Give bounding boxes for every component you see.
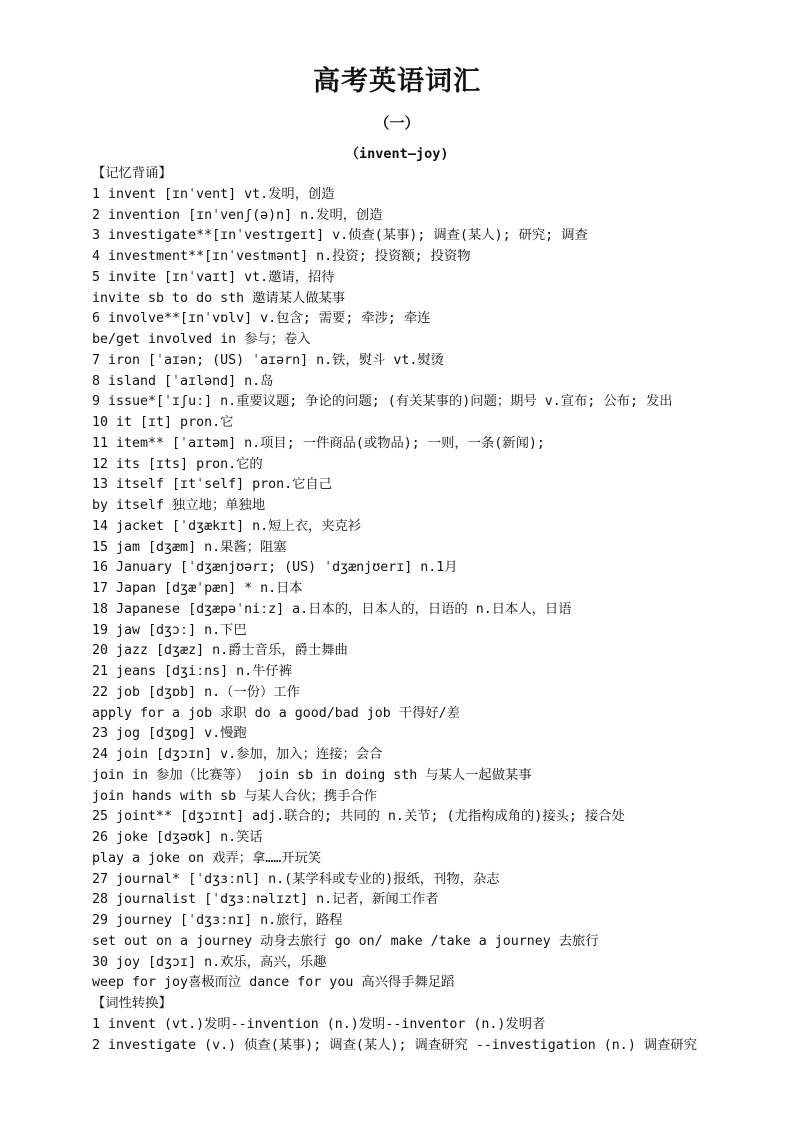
phrase-line: play a joke on 戏弄；拿……开玩笑: [92, 850, 322, 866]
vocab-entry: 5 invite [ɪnˈvaɪt] vt.邀请，招待: [92, 269, 335, 285]
vocab-entry: 8 island [ˈaɪlənd] n.岛: [92, 373, 274, 389]
vocab-entry: 16 January [ˈdʒænjʊərɪ; (US) ˈdʒænjʊerɪ] n.1月: [92, 560, 458, 576]
vocab-entry: 24 join [dʒɔɪn] v.参加，加入；连接；会合: [92, 747, 383, 762]
vocab-entry: 6 involve**[ɪnˈvɒlv] v.包含; 需要; 牵涉; 牵连: [92, 311, 431, 327]
phrase-line: apply for a job 求职 do a good/bad job 干得好/差: [92, 705, 460, 721]
word-range: （invent—joy): [345, 146, 449, 162]
vocab-entry: 26 joke [dʒəʊk] n.笑话: [92, 830, 263, 845]
vocab-entry: 1 invent [ɪnˈvent] vt.发明，创造: [92, 186, 335, 202]
vocab-entry: 7 iron [ˈaɪən; (US) ˈaɪərn] n.铁，熨斗 vt.熨烫: [92, 352, 444, 368]
vocab-entry: 12 its [ɪts] pron.它的: [92, 456, 263, 472]
phrase-line: join in 参加（比赛等） join sb in doing sth 与某人一起做某事: [92, 767, 532, 783]
vocab-entry: 2 invention [ɪnˈvenʃ(ə)n] n.发明，创造: [92, 207, 383, 223]
vocab-entry: 27 journal* [ˈdʒɜːnl] n.(某学科或专业的)报纸，刊物，杂志: [92, 871, 500, 887]
vocab-entry: 17 Japan [dʒæˈpæn] * n.日本: [92, 581, 303, 596]
vocab-entry: 29 journey [ˈdʒɜːnɪ] n.旅行，路程: [92, 913, 343, 928]
vocab-entry: 13 itself [ɪtˈself] pron.它自己: [92, 477, 333, 493]
vocab-entry: 25 joint** [dʒɔɪnt] adj.联合的; 共同的 n.关节; (尤指构成角的)接头; 接合处: [92, 809, 625, 825]
vocab-entry: 4 investment**[ɪnˈvestmənt] n.投资; 投资额; 投资物: [92, 249, 471, 264]
vocab-entry: 23 jog [dʒɒg] v.慢跑: [92, 726, 247, 742]
phrase-line: weep for joy喜极而泣 dance for you 高兴得手舞足蹈: [92, 975, 455, 991]
vocab-entry: 11 item** [ˈaɪtəm] n.项目; 一件商品(或物品); 一则，一条(新闻);: [92, 435, 545, 451]
vocab-entry: 20 jazz [dʒæz] n.爵士音乐，爵士舞曲: [92, 643, 348, 659]
document-title: 高考英语词汇: [313, 66, 481, 97]
phrase-line: by itself 独立地；单独地: [92, 498, 266, 513]
vocab-entry: 22 job [dʒɒb] n.（一份）工作: [92, 684, 300, 700]
vocab-entry: 28 journalist [ˈdʒɜːnəlɪzt] n.记者，新闻工作者: [92, 892, 439, 908]
vocab-entry: 15 jam [dʒæm] n.果酱；阻塞: [92, 539, 287, 555]
vocab-entry: 18 Japanese [dʒæpəˈniːz] a.日本的，日本人的，日语的 n.日本人，日语: [92, 601, 572, 617]
section-heading: 【词性转换】: [92, 996, 172, 1011]
phrase-line: be/get involved in 参与；卷入: [92, 332, 311, 347]
vocab-entry: 30 joy [dʒɔɪ] n.欢乐，高兴，乐趣: [92, 954, 327, 970]
vocab-entry: 1 invent (vt.)发明--invention (n.)发明--inventor (n.)发明者: [92, 1016, 546, 1032]
phrase-line: set out on a journey 动身去旅行 go on/ make /take a journey 去旅行: [92, 933, 599, 949]
vocab-entry: 9 issue*[ˈɪʃuː] n.重要议题; 争论的问题; (有关某事的)问题；期号 v.宣布; 公布; 发出: [92, 394, 673, 410]
vocab-entry: 19 jaw [dʒɔː] n.下巴: [92, 622, 247, 638]
vocab-entry: 2 investigate (v.) 侦查(某事); 调查(某人); 调查研究 --investigation (n.) 调查研究: [92, 1037, 698, 1053]
section-heading: 【记忆背诵】: [92, 166, 172, 181]
vocab-entry: 10 it [ɪt] pron.它: [92, 415, 234, 430]
vocab-entry: 3 investigate**[ɪnˈvestɪgeɪt] v.侦查(某事); 调查(某人); 研究; 调查: [92, 228, 588, 244]
vocab-entry: 21 jeans [dʒiːns] n.牛仔裤: [92, 664, 292, 679]
document-subtitle: （一）: [374, 114, 420, 132]
phrase-line: invite sb to do sth 邀请某人做某事: [92, 290, 346, 306]
vocab-entry: 14 jacket [ˈdʒækɪt] n.短上衣，夹克衫: [92, 518, 362, 534]
phrase-line: join hands with sb 与某人合伙；携手合作: [92, 788, 378, 804]
vocabulary-list: [92, 164, 752, 1056]
